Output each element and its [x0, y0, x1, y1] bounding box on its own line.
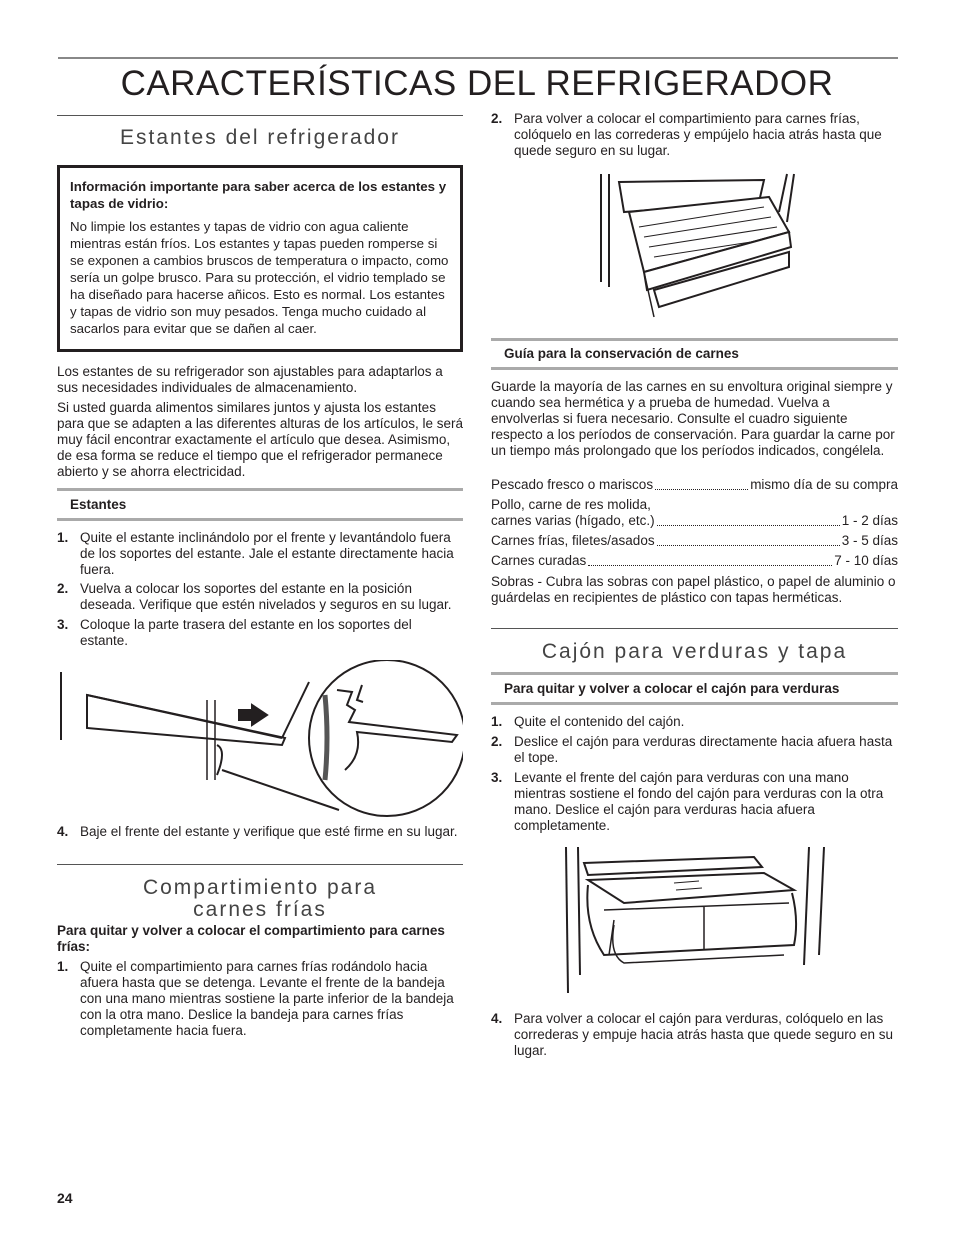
carnes-subhead: Para quitar y volver a colocar el compartimiento para carnes frías:: [57, 923, 445, 954]
section-rule: [57, 864, 463, 865]
list-item: 2. Vuelva a colocar los soportes del estante en la posición deseada. Verifique que estén nivelados y seguros en su lugar.: [57, 581, 452, 612]
section-title-estantes: Estantes del refrigerador: [120, 126, 400, 149]
subhead-rule-bottom: [57, 518, 463, 521]
section-rule: [57, 115, 463, 116]
storage-row: Pescado fresco o mariscos mismo día de su compra: [491, 477, 898, 492]
top-rule: [58, 57, 898, 59]
list-item: 3. Levante el frente del cajón para verduras con una mano mientras sostiene el fondo del cajón para verduras con la otra mano. Deslice el cajón para verduras hacia afuera completamente.: [491, 770, 884, 833]
warning-box: [57, 165, 463, 352]
storage-row: Carnes curadas 7 - 10 días: [491, 553, 898, 568]
intro-paragraph-2: Si usted guarda alimentos similares juntos y ajusta los estantes para que se adapten a las diferentes alturas de los artículos, le será muy fácil encontrar exactamente el artículo que desea. Asimismo, de esa forma se reduce el tiempo que el refrigerador permanece abierto y se ahorra electricidad.: [57, 400, 463, 479]
list-item: 2. Para volver a colocar el compartimiento para carnes frías, colóquelo en las correderas y empújelo hacia atrás hasta que quede seguro en su lugar.: [491, 111, 882, 158]
subhead-cajon: Para quitar y volver a colocar el cajón para verduras: [504, 681, 840, 696]
shelf-illustration: [57, 660, 463, 820]
meat-drawer-illustration: [599, 172, 804, 322]
list-item: 4. Para volver a colocar el cajón para verduras, colóquelo en las correderas y empuje hacia atrás hasta que quede seguro en su lugar.: [491, 1011, 893, 1058]
subhead-rule-bottom: [491, 367, 898, 370]
section-title-cajon: Cajón para verduras y tapa: [541, 640, 848, 663]
subhead-rule-top: [57, 488, 463, 491]
list-item: 4. Baje el frente del estante y verifique que esté firme en su lugar.: [57, 824, 458, 839]
section-rule: [491, 628, 898, 629]
subhead-rule-top: [491, 672, 898, 675]
page-title: CARACTERÍSTICAS DEL REFRIGERADOR: [120, 64, 834, 103]
crisper-drawer-illustration: [564, 845, 829, 995]
subhead-rule-top: [491, 338, 898, 341]
subhead-rule-bottom: [491, 702, 898, 705]
section-title-carnes-line1: Compartimiento para: [142, 876, 378, 899]
page-number: 24: [57, 1190, 73, 1206]
list-item: 1. Quite el estante inclinándolo por el frente y levantándolo fuera de los soportes del estante. Jale el estante directamente hacia fuera.: [57, 530, 454, 577]
section-title-carnes-line2: carnes frías: [193, 898, 327, 921]
guia-paragraph: Guarde la mayoría de las carnes en su envoltura original siempre y cuando sea hermética y a prueba de humedad. Vuelva a envolverlas si fuera necesario. Consulte el cuadro siguiente respecto a los períodos de conservación. Para guardar la carne por un tiempo más prolongado que los períodos indicados, congélela.: [491, 379, 895, 458]
subhead-guia: Guía para la conservación de carnes: [504, 346, 739, 361]
list-item: 1. Quite el compartimiento para carnes frías rodándolo hacia afuera hasta que se detenga. Levante el frente de la bandeja con una mano mientras sostiene la parte inferior de la bandeja con la otra mano. Deslice la bandeja para carnes frías completamente hacia fuera.: [57, 959, 454, 1038]
storage-row: carnes varias (hígado, etc.) 1 - 2 días: [491, 513, 898, 528]
intro-paragraph-1: Los estantes de su refrigerador son ajustables para adaptarlos a sus necesidades individuales de almacenamiento.: [57, 364, 443, 395]
list-item: 2. Deslice el cajón para verduras directamente hacia afuera hasta el tope.: [491, 734, 893, 765]
subhead-estantes: Estantes: [70, 497, 127, 512]
sobras-paragraph: Sobras - Cubra las sobras con papel plástico, o papel de aluminio o guárdelas en recipientes de plástico con tapas herméticas.: [491, 574, 896, 605]
list-item: 1. Quite el contenido del cajón.: [491, 714, 685, 729]
storage-row: Carnes frías, filetes/asados 3 - 5 días: [491, 533, 898, 548]
warning-title: Información importante para saber acerca de los estantes y tapas de vidrio:: [70, 179, 447, 211]
list-item: 3. Coloque la parte trasera del estante en los soportes del estante.: [57, 617, 412, 648]
warning-text: No limpie los estantes y tapas de vidrio con agua caliente mientras están fríos. Los estantes y tapas pueden romperse si se exponen a cambios bruscos de temperatura o impacto, como sería un golpe brusco. Para su protección, el vidrio templado se ha diseñado para hacerse añicos. Esto es normal. Los estantes y tapas de vidrio son muy pesados. Tenga mucho cuidado al sacarlos para evitar que se dañen al caer.: [70, 219, 449, 336]
storage-row-line1: Pollo, carne de res molida,: [491, 497, 651, 512]
